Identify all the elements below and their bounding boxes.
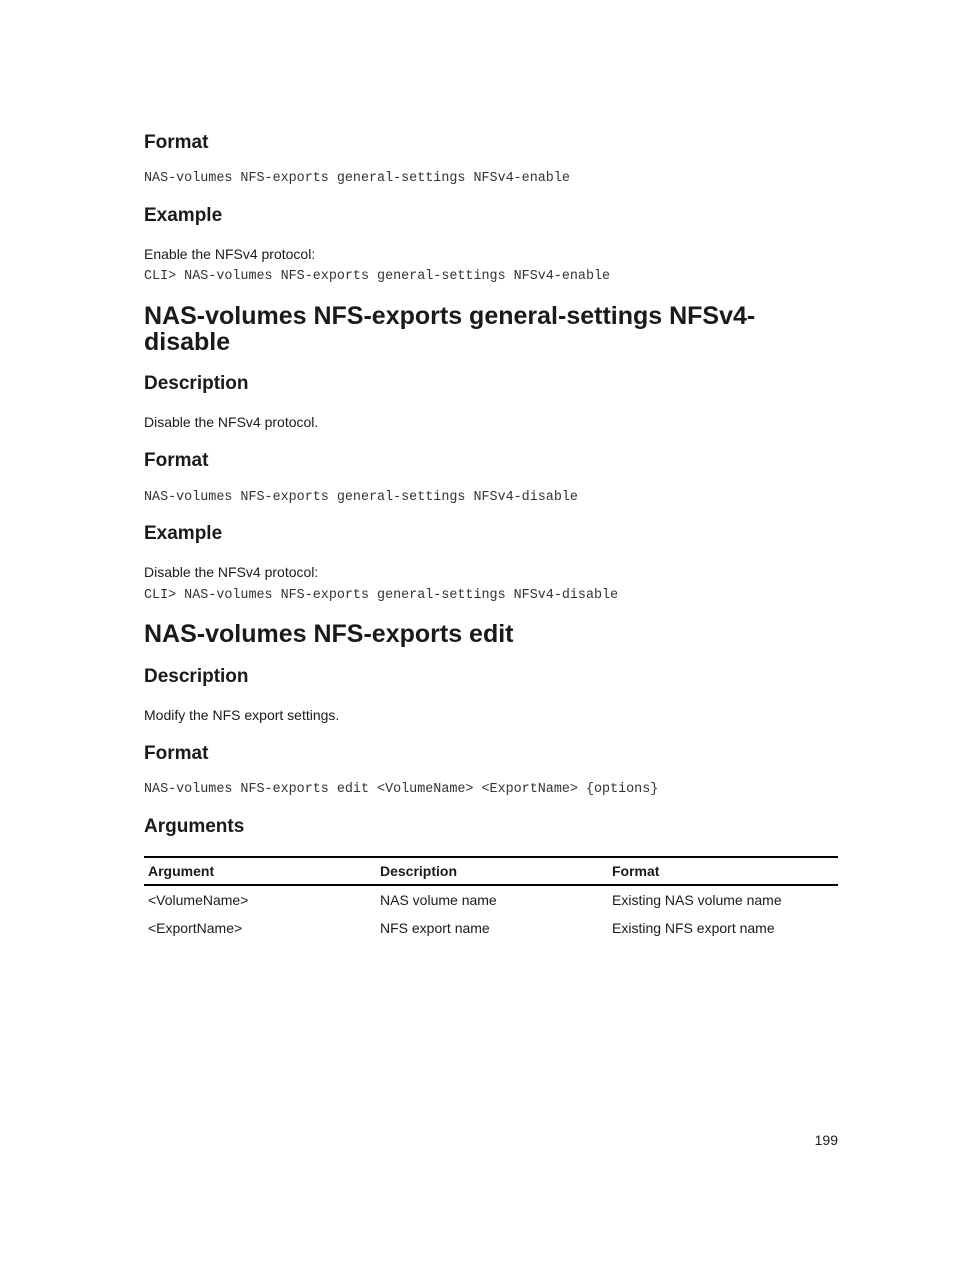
format-heading: Format <box>144 132 209 153</box>
section-title-line1: NAS-volumes NFS-exports general-settings NFSv4- <box>144 302 756 330</box>
example-code: CLI> NAS-volumes NFS-exports general-settings NFSv4-disable <box>144 588 619 603</box>
table-cell-format: Existing NAS volume name <box>612 892 782 908</box>
table-header-row <box>144 857 838 885</box>
table-cell-description: NAS volume name <box>380 892 497 908</box>
table-row <box>144 914 838 942</box>
example-code: CLI> NAS-volumes NFS-exports general-settings NFSv4-enable <box>144 269 611 284</box>
example-text: Enable the NFSv4 protocol: <box>144 246 316 262</box>
section-title-line2: disable <box>144 328 231 356</box>
section-title-disable <box>144 303 755 355</box>
table-cell-argument: <VolumeName> <box>148 892 249 908</box>
format-code: NAS-volumes NFS-exports general-settings NFSv4-disable <box>144 490 578 505</box>
example-heading: Example <box>144 523 223 544</box>
table-cell-argument: <ExportName> <box>148 920 243 936</box>
column-header-argument: Argument <box>144 857 376 885</box>
section-title-edit: NAS-volumes NFS-exports edit <box>144 620 514 648</box>
arguments-table <box>144 856 838 942</box>
arguments-heading: Arguments <box>144 816 245 837</box>
example-heading: Example <box>144 205 223 226</box>
format-code: NAS-volumes NFS-exports edit <VolumeName> <ExportName> {options} <box>144 782 659 797</box>
format-heading: Format <box>144 450 209 471</box>
format-heading: Format <box>144 743 209 764</box>
column-header-format: Format <box>608 857 838 885</box>
table-row <box>144 885 838 914</box>
example-text: Disable the NFSv4 protocol: <box>144 564 319 580</box>
format-code: NAS-volumes NFS-exports general-settings NFSv4-enable <box>144 171 570 186</box>
description-heading: Description <box>144 373 249 394</box>
description-heading: Description <box>144 666 249 687</box>
column-header-description: Description <box>376 857 608 885</box>
description-text: Disable the NFSv4 protocol. <box>144 414 319 430</box>
description-text: Modify the NFS export settings. <box>144 707 340 723</box>
page-number: 199 <box>814 1132 838 1148</box>
table-cell-format: Existing NFS export name <box>612 920 775 936</box>
table-cell-description: NFS export name <box>380 920 490 936</box>
